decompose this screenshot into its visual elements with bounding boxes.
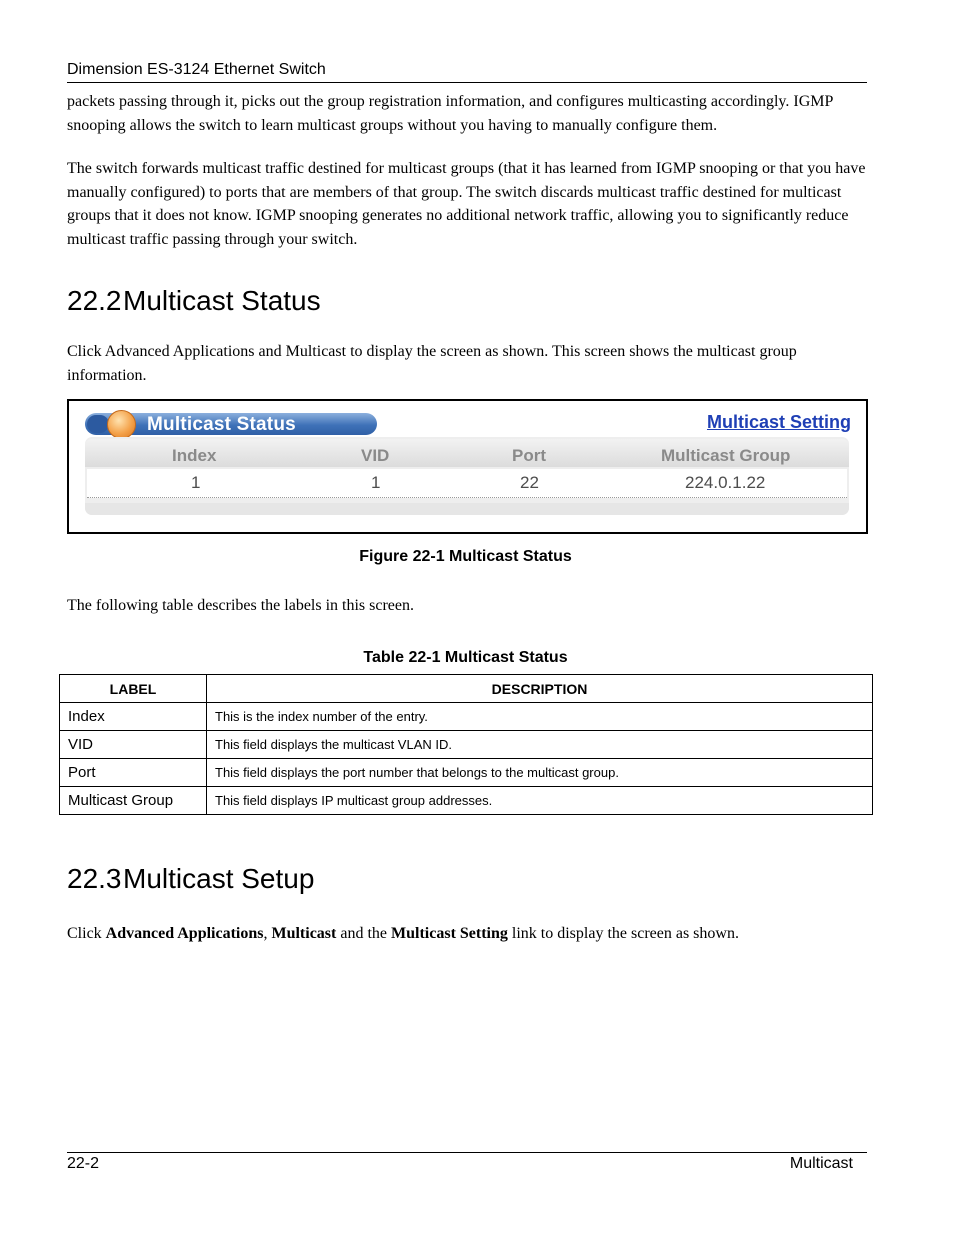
column-header-vid: VID [361,446,390,465]
panel-title: Multicast Status [147,414,296,435]
title-bar-cap [87,415,109,433]
label-column-header: LABEL [60,675,207,703]
footer-rule [67,1152,867,1153]
table-row [87,469,847,498]
section-heading-22-2 [67,285,321,317]
multicast-status-screenshot [67,399,868,534]
section-heading-22-3 [67,863,314,895]
bold-advanced-applications: Advanced Applications [105,925,264,942]
section-title: Multicast Status [123,285,321,316]
section-title: Multicast Setup [123,863,315,894]
table-header-row [60,675,873,703]
chapter-name: Multicast [789,1155,853,1172]
label-cell: Multicast Group [60,787,207,815]
description-cell: This field displays IP multicast group addresses. [207,787,873,815]
intro-paragraph-2: The switch forwards multicast traffic destined for multicast groups (that it has learned from IGMP snooping or that you have manually configured) to ports that are members of that group. The switch discards multicast traffic destined for multicast groups that it does not know. IGMP snooping generates no additional network traffic, allowing you to significantly reduce multicast traffic passing through your switch. [67,160,866,248]
column-header-index: Index [172,446,217,465]
table-row [60,787,873,815]
page-number: 22-2 [67,1155,100,1172]
description-cell: This is the index number of the entry. [207,703,873,731]
bold-multicast: Multicast [271,925,337,942]
status-grid [85,437,849,515]
section-number: 22.3 [67,863,122,894]
cell-port: 22 [520,473,539,492]
table-row [60,731,873,759]
cell-index: 1 [191,473,201,492]
label-cell: Index [60,703,207,731]
setup-intro-paragraph [67,922,867,946]
text-run: , [263,925,272,942]
column-header-row [85,439,849,467]
bold-multicast-setting: Multicast Setting [391,925,508,942]
column-header-multicast-group: Multicast Group [661,446,791,465]
description-column-header: DESCRIPTION [207,675,873,703]
cell-multicast-group: 224.0.1.22 [685,473,766,492]
table-row [60,703,873,731]
figure-caption: Figure 22-1 Multicast Status [359,548,572,565]
table-row [60,759,873,787]
running-header: Dimension ES-3124 Ethernet Switch [67,61,326,78]
label-cell: VID [60,731,207,759]
table-intro-paragraph: The following table describes the labels in this screen. [67,597,415,614]
intro-paragraph-1: packets passing through it, picks out the group registration information, and configures multicasting accordingly. IGMP snooping allows the switch to learn multicast groups without you having to manually configure them. [67,93,833,134]
cell-vid: 1 [371,473,381,492]
panel-footer-band [85,503,849,515]
table-caption: Table 22-1 Multicast Status [363,649,568,666]
text-run: and the [336,925,392,942]
section-number: 22.2 [67,285,122,316]
header-rule [67,82,867,83]
text-run: link to display the screen as shown. [507,925,739,942]
text-run: Click [67,925,106,942]
multicast-setting-link[interactable]: Multicast Setting [706,412,851,432]
panel-title-bar [85,413,377,435]
label-cell: Port [60,759,207,787]
column-header-port: Port [512,446,546,465]
label-description-table [59,674,873,815]
status-intro-paragraph: Click Advanced Applications and Multicast to display the screen as shown. This screen shows the multicast group information. [67,343,797,384]
orb-icon [107,410,136,439]
description-cell: This field displays the port number that belongs to the multicast group. [207,759,873,787]
description-cell: This field displays the multicast VLAN ID. [207,731,873,759]
